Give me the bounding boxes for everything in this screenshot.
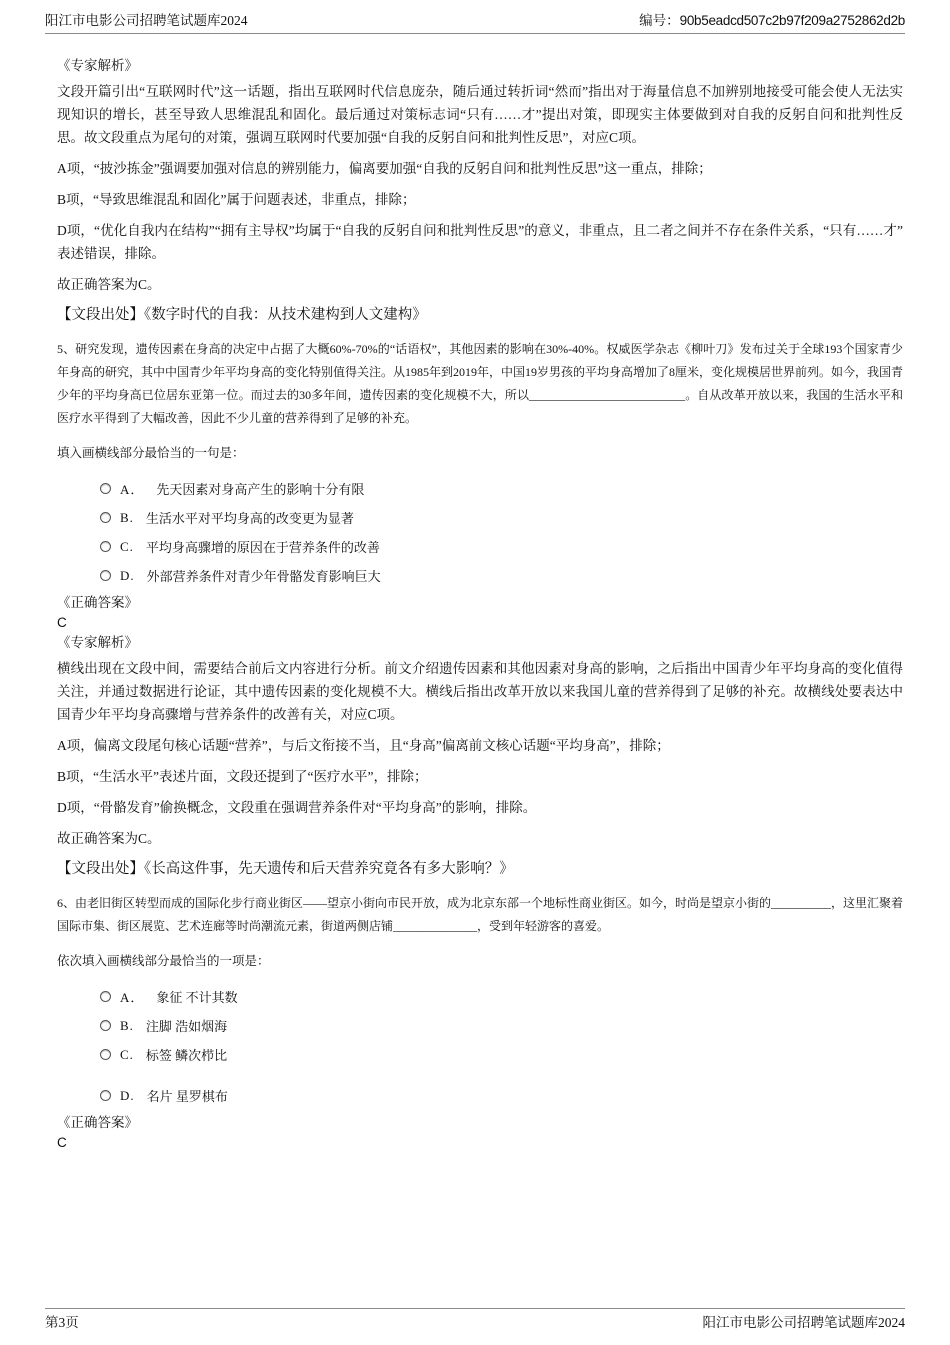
- source-reference-1: 【文段出处】《数字时代的自我：从技术建构到人文建构》: [57, 307, 427, 323]
- conclusion-5: 故正确答案为C。: [57, 831, 161, 846]
- option-row-6c[interactable]: [57, 1043, 903, 1066]
- point-a-5: A项，偏离文段尾句核心话题“营养”，与后文衔接不当，且“身高”偏离前文核心话题“平均身高”，排除；: [57, 738, 670, 753]
- radio-button-6d[interactable]: [100, 1090, 111, 1101]
- analysis-heading-1: 《专家解析》: [57, 58, 138, 73]
- option-text-5c: 平均身高骤增的原因在于营养条件的改善: [145, 540, 380, 555]
- option-text-6b: 注脚 浩如烟海: [145, 1019, 228, 1034]
- option-row-5d[interactable]: [57, 564, 903, 587]
- footer-page-number: 第3页: [45, 1315, 79, 1330]
- answer-value-6: C: [57, 1135, 67, 1150]
- option-text-6c: 标签 鳞次栉比: [145, 1048, 228, 1063]
- radio-button-5a[interactable]: [100, 483, 111, 494]
- code-value: 90b5eadcd507c2b97f209a2752862d2b: [679, 13, 905, 28]
- option-label-6c: C.: [120, 1046, 134, 1062]
- header-title: 阳江市电影公司招聘笔试题库2024: [45, 13, 248, 28]
- option-label-6d: D.: [120, 1087, 135, 1103]
- analysis-paragraph-1: 文段开篇引出“互联网时代”这一话题，指出互联网时代信息庞杂，随后通过转折词“然而”指出对于海量信息不加辨别地接受可能会使人无法实现知识的增长，甚至导致人思维混乱和固化。最后通过对策标志词“只有……才”提出对策，即现实主体要做到对自我的反躬自问和批判性反思。故文段重点为尾句的对策，强调互联网时代要加强“自我的反躬自问和批判性反思”，对应C项。: [57, 84, 903, 145]
- option-label-5a: A．: [120, 482, 145, 497]
- option-label-5b: B.: [120, 509, 134, 525]
- answer-value-5: C: [57, 615, 67, 630]
- option-text-6a: 象征 不计其数: [156, 990, 238, 1005]
- point-b-5: B项，“生活水平”表述片面，文段还提到了“医疗水平”，排除；: [57, 769, 428, 784]
- point-a-1: A项，“披沙拣金”强调要加强对信息的辨别能力，偏离要加强“自我的反躬自问和批判性反思”这一重点，排除；: [57, 161, 712, 176]
- document-body: [57, 40, 903, 1153]
- page-footer: [45, 1308, 905, 1331]
- page-header: [45, 12, 905, 34]
- question-6-options: [57, 985, 903, 1107]
- document-code: [639, 12, 905, 29]
- analysis-heading-5: 《专家解析》: [57, 635, 138, 650]
- radio-button-6c[interactable]: [100, 1049, 111, 1060]
- option-row-5b[interactable]: [57, 506, 903, 529]
- option-label-5c: C.: [120, 538, 134, 554]
- answer-heading-6: 《正确答案》: [57, 1115, 138, 1130]
- option-label-5d: D.: [120, 567, 135, 583]
- answer-heading-5: 《正确答案》: [57, 595, 138, 610]
- point-d-1: D项，“优化自我内在结构”“拥有主导权”均属于“自我的反躬自问和批判性反思”的意义，非重点，且二者之间并不存在条件关系，“只有……才”表述错误，排除。: [57, 223, 903, 261]
- option-text-5b: 生活水平对平均身高的改变更为显著: [145, 511, 354, 526]
- question-5-text: 5、研究发现，遗传因素在身高的决定中占据了大概60%-70%的“话语权”，其他因素的影响在30%-40%。权威医学杂志《柳叶刀》发布过关于全球193个国家青少年身高的研究，其中中国青少年平均身高的变化特别值得关注。从1985年到2019年，中国19岁男孩的平均身高增加了8厘米，变化规模居世界前列。如今，我国青少年的平均身高已位居东亚第一位。而过去的30多年间，遗传因素的变化规模不大，所以__________________________。自从改革开放以来，我国的生活水平和医疗水平得到了大幅改善，因此不少儿童的营养得到了足够的补充。: [57, 342, 904, 425]
- option-label-6a: A．: [120, 990, 145, 1005]
- footer-title: 阳江市电影公司招聘笔试题库2024: [702, 1315, 905, 1330]
- point-d-5: D项，“骨骼发育”偷换概念，文段重在强调营养条件对“平均身高”的影响，排除。: [57, 800, 537, 815]
- option-row-5a[interactable]: [57, 477, 903, 500]
- option-row-6d[interactable]: [57, 1084, 903, 1107]
- radio-button-6b[interactable]: [100, 1020, 111, 1031]
- radio-button-5b[interactable]: [100, 512, 111, 523]
- question-6-text: 6、由老旧街区转型而成的国际化步行商业街区——望京小街向市民开放，成为北京东部一个地标性商业街区。如今，时尚是望京小街的__________，这里汇聚着国际市集、街区展览、艺术连廊等时尚潮流元素，街道两侧店铺______________，受到年轻游客的喜爱。: [57, 896, 904, 933]
- option-text-6d: 名片 星罗棋布: [146, 1089, 228, 1104]
- source-reference-5: 【文段出处】《长高这件事，先天遗传和后天营养究竟各有多大影响？》: [57, 861, 514, 877]
- option-text-5d: 外部营养条件对青少年骨骼发育影响巨大: [146, 569, 381, 584]
- radio-button-6a[interactable]: [100, 991, 111, 1002]
- conclusion-1: 故正确答案为C。: [57, 277, 161, 292]
- point-b-1: B项，“导致思维混乱和固化”属于问题表述，非重点，排除；: [57, 192, 416, 207]
- code-label: 编号：: [639, 13, 680, 28]
- question-6-prompt: 依次填入画横线部分最恰当的一项是：: [57, 954, 270, 968]
- question-5-prompt: 填入画横线部分最恰当的一句是：: [57, 446, 245, 460]
- option-row-6b[interactable]: [57, 1014, 903, 1037]
- option-text-5a: 先天因素对身高产生的影响十分有限: [156, 482, 365, 497]
- question-5-options: [57, 477, 903, 587]
- option-label-6b: B.: [120, 1017, 134, 1033]
- radio-button-5d[interactable]: [100, 570, 111, 581]
- option-row-6a[interactable]: [57, 985, 903, 1008]
- radio-button-5c[interactable]: [100, 541, 111, 552]
- analysis-paragraph-5: 横线出现在文段中间，需要结合前后文内容进行分析。前文介绍遗传因素和其他因素对身高的影响，之后指出中国青少年平均身高的变化值得关注，并通过数据进行论证，其中遗传因素的变化规模不大。横线后指出改革开放以来我国儿童的营养得到了足够的补充。故横线处要表达中国青少年平均身高骤增与营养条件的改善有关，对应C项。: [57, 661, 903, 722]
- option-row-5c[interactable]: [57, 535, 903, 558]
